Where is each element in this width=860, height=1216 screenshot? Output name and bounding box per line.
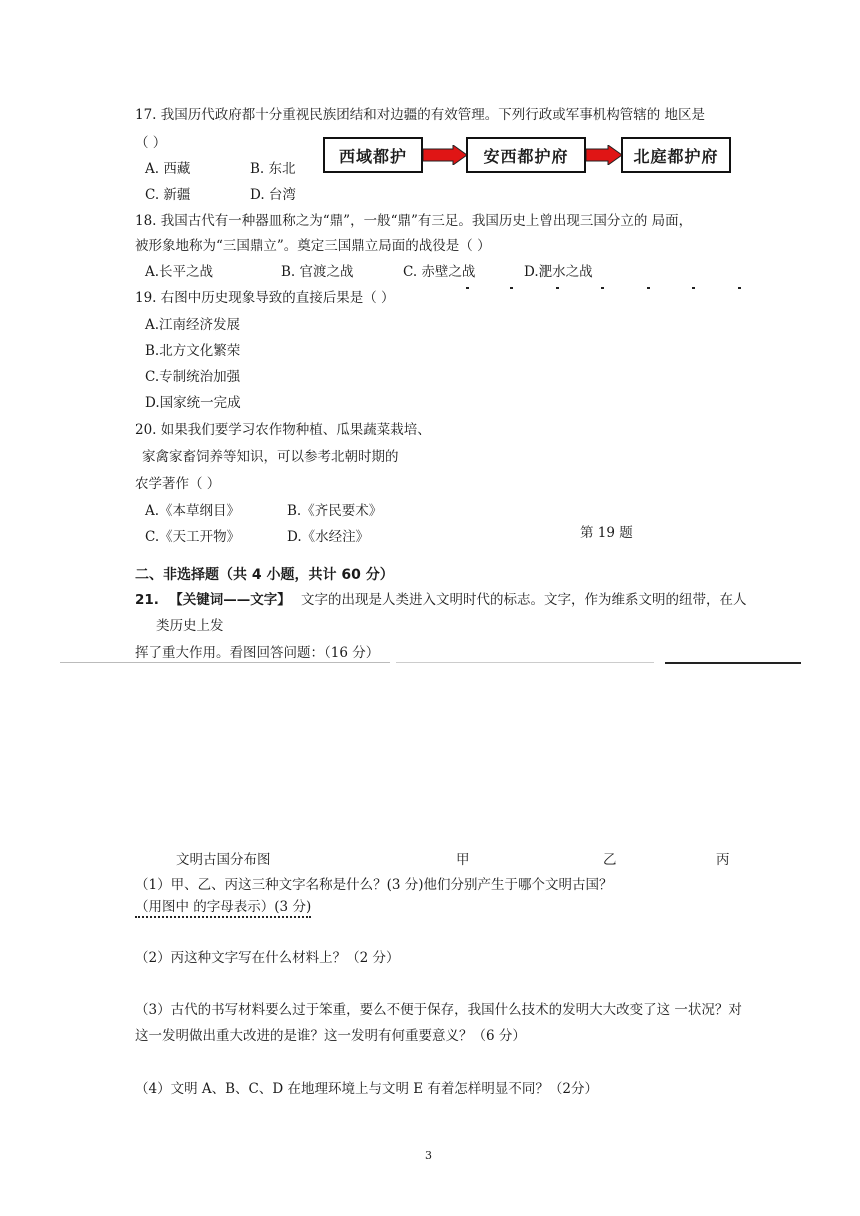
flow-box-anxi: 安西都护府 xyxy=(466,137,586,173)
q21-keyword: 【关键词——文字】 xyxy=(169,592,291,608)
q17-option-b: B. 东北 xyxy=(250,161,296,177)
q20-option-b: B.《齐民要术》 xyxy=(287,503,383,519)
section-title: 二、非选择题（共 4 小题，共计 60 分） xyxy=(135,567,394,583)
q21-number: 21. xyxy=(135,592,159,608)
flow-box-beiting: 北庭都护府 xyxy=(621,137,731,173)
q21-line3: 挥了重大作用。看图回答问题：（16 分） xyxy=(135,645,380,661)
scan-artifact xyxy=(692,287,695,289)
scan-artifact xyxy=(556,287,559,289)
figure-top-border xyxy=(665,662,801,664)
q18-option-a: A.长平之战 xyxy=(145,264,214,280)
figure-label-map: 文明古国分布图 xyxy=(176,852,271,868)
q17-option-d: D. 台湾 xyxy=(250,187,296,203)
q17-option-c: C. 新疆 xyxy=(145,187,191,203)
q21-intro: 文字的出现是人类进入文明时代的标志。文字，作为维系文明的纽带，在人 xyxy=(301,592,747,608)
scan-artifact xyxy=(466,287,469,289)
scan-artifact xyxy=(647,287,650,289)
q18-stem-line2: 被形象地称为“三国鼎立”。奠定三国鼎立局面的战役是（ ） xyxy=(135,238,491,254)
scan-artifact xyxy=(510,287,513,289)
q21-sub1-line2 xyxy=(135,901,311,915)
q21-sub2: （2）丙这种文字写在什么材料上？（2 分） xyxy=(135,950,400,966)
q21-sub1-line1: （1）甲、乙、丙这三种文字名称是什么？(3 分)他们分别产生于哪个文明古国？ xyxy=(135,877,613,893)
q19-option-b: B.北方文化繁荣 xyxy=(145,343,241,359)
q19-option-d: D.国家统一完成 xyxy=(145,395,241,411)
figure-label-bing: 丙 xyxy=(716,852,730,868)
q19-option-c: C.专制统治加强 xyxy=(145,369,241,385)
flow-arrow-1-icon xyxy=(423,145,467,165)
q21-line2: 类历史上发 xyxy=(156,618,224,634)
q21-sub3-line1: （3）古代的书写材料要么过于笨重，要么不便于保存，我国什么技术的发明大大改变了这 一状况？对 xyxy=(135,1002,742,1018)
q20-stem-line2: 家禽家畜饲养等知识，可以参考北朝时期的 xyxy=(142,449,399,465)
q19-figure-caption: 第 19 题 xyxy=(580,525,633,541)
q20-stem-line3: 农学著作（ ） xyxy=(135,476,221,492)
q17-stem: 17. 我国历代政府都十分重视民族团结和对边疆的有效管理。下列行政或军事机构管辖的 地区是 xyxy=(135,107,706,123)
q20-stem-line1: 20. 如果我们要学习农作物种植、瓜果蔬菜栽培、 xyxy=(135,422,431,438)
scan-artifact xyxy=(601,287,604,289)
q21-sub1-hint: （用图中 的字母表示）(3 分) xyxy=(135,899,311,918)
figure-label-yi: 乙 xyxy=(603,852,617,868)
q18-option-c: C. 赤壁之战 xyxy=(403,264,476,280)
q19-stem: 19. 右图中历史现象导致的直接后果是（ ） xyxy=(135,290,395,306)
scan-artifact xyxy=(738,287,741,289)
q21-sub4: （4）文明 A、B、C、D 在地理环境上与文明 E 有着怎样明显不同？（2分） xyxy=(135,1081,599,1097)
flow-box-xiyu: 西域都护 xyxy=(323,137,423,173)
q17-paren: （ ） xyxy=(135,135,167,151)
q20-option-a: A.《本草纲目》 xyxy=(145,503,241,519)
flow-arrow-2-icon xyxy=(586,145,622,165)
q20-option-d: D.《水经注》 xyxy=(287,529,370,545)
q18-stem-line1: 18. 我国古代有一种器皿称之为“鼎”，一般“鼎”有三足。我国历史上曾出现三国分立的 局面， xyxy=(135,213,693,229)
figure-label-jia: 甲 xyxy=(456,852,470,868)
q17-option-a: A. 西藏 xyxy=(145,161,191,177)
q19-option-a: A.江南经济发展 xyxy=(145,317,241,333)
figure-top-border xyxy=(60,662,390,663)
page-number: 3 xyxy=(425,1149,432,1162)
q20-option-c: C.《天工开物》 xyxy=(145,529,241,545)
q18-option-b: B. 官渡之战 xyxy=(281,264,354,280)
q18-option-d: D.淝水之战 xyxy=(524,264,593,280)
figure-top-border xyxy=(396,662,654,663)
q21-line1 xyxy=(135,594,747,608)
q21-sub3-line2: 这一发明做出重大改进的是谁？这一发明有何重要意义？（6 分） xyxy=(135,1028,526,1044)
